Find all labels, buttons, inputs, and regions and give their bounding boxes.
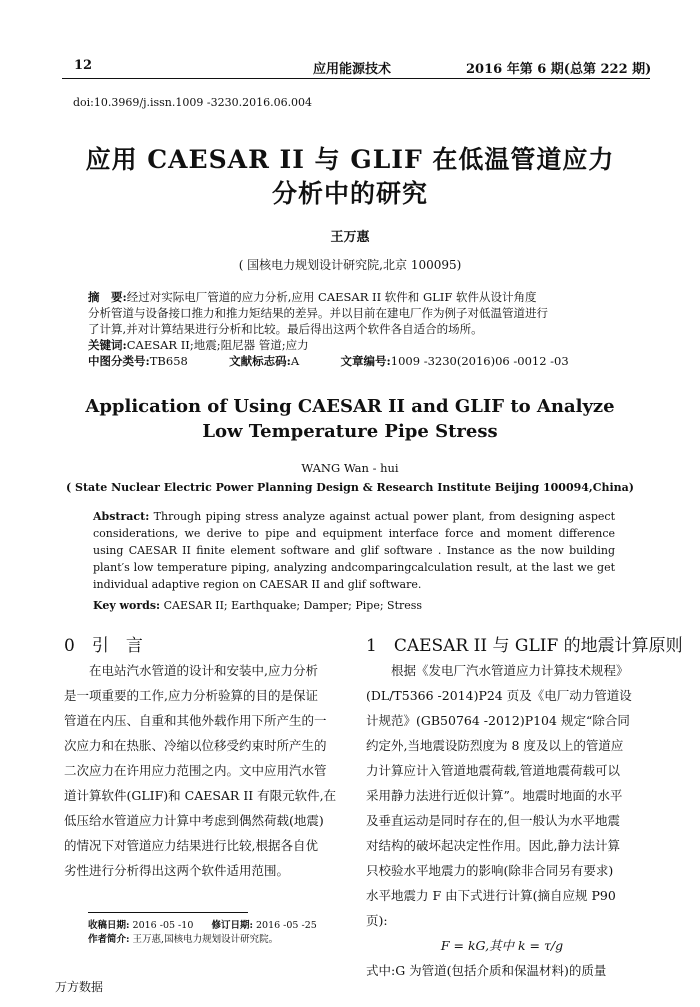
body-line: 式中:G 为管道(包括介质和保温材料)的质量	[366, 963, 607, 978]
clc-label: 中图分类号:	[88, 354, 150, 368]
title-en-line-1: Application of Using CAESAR II and GLIF to Analyze	[85, 396, 615, 417]
body-line: (DL/T5366 -2014)P24 页及《电厂动力管道设	[366, 688, 632, 703]
body-line: 在电站汽水管道的设计和安装中,应力分析	[89, 663, 318, 678]
watermark: 万方数据	[55, 980, 104, 994]
abstract-cn	[88, 289, 625, 369]
body-line: 二次应力在许用应力范围之内。文中应用汽水管	[64, 763, 327, 778]
affiliation-en: ( State Nuclear Electric Power Planning Design & Research Institute Beijing 100094,China)	[65, 481, 634, 494]
abstract-cn-line: 了计算,并对计算结果进行分析和比较。最后得出这两个软件各自适合的场所。	[88, 322, 483, 336]
body-line: 劣性进行分析得出这两个软件适用范围。	[64, 863, 290, 878]
body-line: 采用静力法进行近似计算”。地震时地面的水平	[366, 788, 623, 803]
body-line: 根据《发电厂汽水管道应力计算技术规程》	[391, 663, 629, 678]
body-line: 道计算软件(GLIF)和 CAESAR II 有限元软件,在	[64, 788, 337, 803]
footnote	[88, 919, 317, 947]
abstract-cn-line: 分析管道与设备接口推力和推力矩结果的差异。并以目前在建电厂作为例子对低温管道进行	[88, 306, 548, 320]
received-date: 2016 -05 -10	[132, 920, 194, 931]
body-line: 力计算应计入管道地震荷载,管道地震荷载可以	[366, 763, 620, 778]
body-line: 是一项重要的工作,应力分析验算的目的是保证	[64, 688, 318, 703]
keywords-en-line	[93, 597, 615, 614]
author-bio: 王万惠,国核电力规划设计研究院。	[132, 934, 279, 945]
footnote-rule	[88, 912, 248, 913]
title-en-line-2: Low Temperature Pipe Stress	[202, 421, 498, 442]
body-line: 的情况下对管道应力结果进行比较,根据各自优	[64, 838, 318, 853]
abstract-en-text: Through piping stress analyze against actual power plant, from designing aspect considerations, we derive to pipe and equipment interface force and moment difference using CAESAR II finite element software and glif software . Instance as the now building plant′s low temperature piping, analyzing andcomparingcalculation result, at the last we get individual adaptive region on CAESAR II and glif software.	[93, 510, 616, 591]
body-line: 页):	[366, 913, 388, 928]
body-line: 计规范》(GB50764 -2012)P104 规定“除合同	[366, 713, 630, 728]
author-bio-label: 作者简介:	[88, 934, 130, 945]
body-line: 对结构的破坏起决定性作用。因此,静力法计算	[366, 838, 620, 853]
keywords-en-label: Key words:	[93, 599, 161, 612]
section-1-body	[366, 658, 638, 983]
abstract-cn-line: 经过对实际电厂管道的应力分析,应用 CAESAR II 软件和 GLIF 软件从设计角度	[126, 290, 537, 304]
doccode-label: 文献标志码:	[229, 354, 291, 368]
clc-value: TB658	[149, 354, 188, 368]
received-label: 收稿日期:	[88, 920, 130, 931]
abstract-en-label: Abstract:	[93, 510, 150, 523]
author-en: WANG Wan - hui	[301, 461, 399, 475]
body-line: 次应力和在热胀、冷缩以位移受约束时所产生的	[64, 738, 327, 753]
abstract-en	[93, 508, 615, 593]
body-line: 管道在内压、自重和其他外载作用下所产生的一	[64, 713, 327, 728]
keywords-en: CAESAR II; Earthquake; Damper; Pipe; Stress	[163, 599, 423, 612]
title-cn-line-2: 分析中的研究	[271, 179, 428, 208]
title-cn-line-1: 应用 CAESAR II 与 GLIF 在低温管道应力	[85, 145, 615, 174]
body-line: 约定外,当地震设防烈度为 8 度及以上的管道应	[366, 738, 624, 753]
keywords-cn: CAESAR II;地震;阻尼器 管道;应力	[126, 338, 309, 352]
article-no-value: 1009 -3230(2016)06 -0012 -03	[390, 354, 569, 368]
keywords-cn-label: 关键词:	[88, 338, 127, 352]
doi: doi:10.3969/j.issn.1009 -3230.2016.06.004	[73, 96, 313, 109]
body-line: 低压给水管道应力计算中考虑到偶然荷载(地震)	[64, 813, 324, 828]
affiliation-cn: ( 国核电力规划设计研究院,北京 100095)	[238, 258, 462, 272]
formula: F = kG,其中 k = τ/g	[440, 938, 564, 953]
issue-info: 2016 年第 6 期(总第 222 期)	[466, 62, 652, 77]
author-cn: 王万惠	[330, 230, 370, 245]
doccode-value: A	[290, 354, 300, 368]
section-0-body	[64, 658, 346, 883]
section-1-title: 1 CAESAR II 与 GLIF 的地震计算原则	[366, 636, 683, 656]
header-rule	[62, 78, 650, 79]
body-line: 只校验水平地震力的影响(除非合同另有要求)	[366, 863, 614, 878]
revised-label: 修订日期:	[211, 920, 253, 931]
body-line: 及垂直运动是同时存在的,但一般认为水平地震	[366, 813, 620, 828]
abstract-cn-label: 摘 要:	[88, 290, 127, 304]
page-number: 12	[74, 58, 93, 73]
journal-name: 应用能源技术	[313, 62, 392, 77]
section-0-title: 0 引 言	[64, 636, 143, 656]
body-line: 水平地震力 F 由下式进行计算(摘自应规 P90	[366, 888, 616, 903]
revised-date: 2016 -05 -25	[255, 920, 317, 931]
article-no-label: 文章编号:	[340, 354, 391, 368]
